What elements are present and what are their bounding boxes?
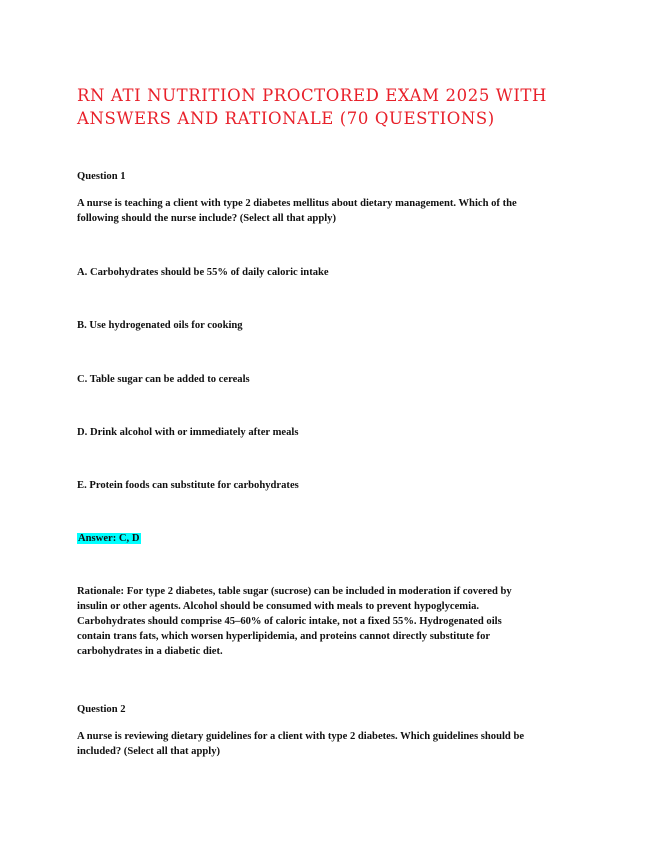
rationale-line-3: Carbohydrates should comprise 45–60% of caloric intake, not a fixed 55%. Hydrogenated oils [77, 616, 502, 627]
document-title-line-1: RN ATI NUTRITION PROCTORED EXAM 2025 WITH [77, 86, 548, 105]
question-1-option-b: B. Use hydrogenated oils for cooking [77, 320, 243, 331]
question-2-stem [77, 729, 524, 759]
question-1-answer [77, 531, 141, 546]
rationale-line-4: contain trans fats, which worsen hyperlipidemia, and proteins cannot directly substitute for [77, 631, 491, 642]
question-1-stem-line-2: following should the nurse include? (Select all that apply) [77, 213, 336, 224]
question-1-rationale [77, 584, 512, 659]
question-2-label: Question 2 [77, 704, 126, 715]
document-title [77, 84, 597, 130]
rationale-line-2: insulin or other agents. Alcohol should be consumed with meals to prevent hypoglycemia. [77, 601, 480, 612]
question-1-label: Question 1 [77, 171, 126, 182]
question-1-option-d: D. Drink alcohol with or immediately after meals [77, 427, 299, 438]
question-2-stem-line-2: included? (Select all that apply) [77, 746, 221, 757]
question-1-stem [77, 196, 517, 226]
question-1-option-e: E. Protein foods can substitute for carbohydrates [77, 480, 299, 491]
rationale-line-1: Rationale: For type 2 diabetes, table sugar (sucrose) can be included in moderation if covered by [77, 586, 512, 597]
rationale-line-5: carbohydrates in a diabetic diet. [77, 646, 223, 657]
question-1-option-a: A. Carbohydrates should be 55% of daily caloric intake [77, 267, 329, 278]
question-1-stem-line-1: A nurse is teaching a client with type 2 diabetes mellitus about dietary management. Which of the [77, 198, 517, 209]
answer-highlight: Answer: C, D [78, 533, 140, 544]
question-2-stem-line-1: A nurse is reviewing dietary guidelines for a client with type 2 diabetes. Which guidelines should be [77, 731, 525, 742]
question-1-option-c: C. Table sugar can be added to cereals [77, 374, 250, 385]
document-title-line-2: ANSWERS AND RATIONALE (70 QUESTIONS) [77, 109, 495, 128]
